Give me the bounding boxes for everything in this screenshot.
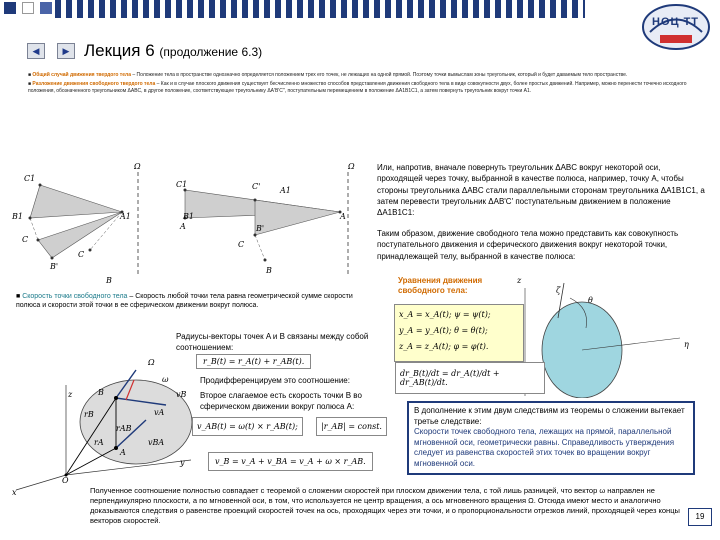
rab-equation: |r_AB| = const. — [316, 417, 387, 436]
page-number: 19 — [688, 508, 712, 526]
label-omega-2: Ω — [348, 162, 355, 171]
label-zeta: ζ — [556, 286, 561, 295]
bottom-text: Полученное соотношение полностью совпадает с теоремой о сложении скоростей при плоском движении тела, с той лишь разницей, что вектор ω направлен не перпендикулярно плоскости, а по мгновенной оси, в том, что используется не центр вращения, а ось мгновенного вращения Ω. Отсюда имеют место и аналогично доказываются следствия о равенстве проекций скоростей точек на ось, проходящих через эти точки, и о пропорциональности отрезков линий, проходящей через концы векторов скоростей. — [90, 486, 680, 525]
label-a1-right: A1 — [280, 186, 291, 195]
label-a-vec: A — [120, 448, 126, 457]
vb-equation: v_B = v_A + v_BA = v_A + ω × r_AB. — [208, 452, 373, 471]
header-square-mid — [40, 2, 52, 14]
label-c-left-2: C — [78, 250, 85, 259]
right-paragraph-1: Или, напротив, вначале повернуть треугольник ΔABC вокруг некоторой оси, проходящей через точку, выбранной в качестве полюса, например, точку A, чтобы стороны треугольника ΔABC стали параллельными сторонам треугольника ΔA1B1C1, а затем перевести треугольник ΔAB'C' поступательным движением в положение ΔA1B1C1: — [377, 163, 705, 218]
label-a-right: A — [340, 212, 346, 221]
header-stripes — [55, 0, 585, 18]
next-slide-button[interactable]: ▶ — [57, 43, 75, 59]
label-c-left: C — [22, 235, 29, 244]
velocity-bullet-head: Скорость точки свободного тела — [22, 293, 128, 300]
logo — [640, 2, 712, 52]
label-a1-left: A1 — [120, 212, 131, 221]
label-b-left: B — [106, 276, 112, 285]
label-omega-1: Ω — [134, 162, 141, 171]
label-b1-left: B1 — [12, 212, 23, 221]
radius-text: Радиусы-векторы точек A и B связаны между собой соотношением: — [176, 332, 369, 352]
bullet-list — [28, 72, 693, 94]
logo-text: НОЦ ТТ — [652, 16, 700, 28]
label-c1-right: C1 — [176, 180, 188, 189]
label-b-vec: B — [98, 388, 104, 397]
label-a-right-small: A — [180, 222, 186, 231]
label-theta: θ — [588, 296, 593, 305]
motion-equations-box — [394, 304, 524, 362]
label-b1-right: B1 — [183, 212, 194, 221]
label-b-right: B — [266, 266, 272, 275]
label-rb: rB — [84, 410, 94, 419]
label-bp-left: B' — [50, 262, 59, 271]
callout-line-1: В дополнение к этим двум следствиям из теоремы о сложении вытекает третье следствие: — [414, 406, 685, 426]
label-c1-left: C1 — [24, 174, 36, 183]
label-x: x — [12, 488, 17, 497]
bullet-item-2: ■ Разложение движения свободного твердого тела – Как и в случае плоского движения существует бесчисленно множество способов представления движения свободного тела в виде совокупности двух, более простых движений. Например, можно перенести точечно исходного положения, обозначенного треугольником ΔABC, в другое положение, соответствующее треугольнику ΔA'B'C'', поступательным перемещением в положение ΔA1B1C1, а затем повернуть треугольник вокруг точки A1. — [28, 81, 687, 94]
label-z: z — [68, 390, 73, 399]
bullet-1-head: Общий случай движения твердого тела — [32, 72, 131, 78]
right-paragraph-2: Таким образом, движение свободного тела можно представить как совокупность поступательного движения и сферического движения вокруг некоторой точки, принадлежащей телу, выбранной в качестве полюса: — [377, 229, 679, 261]
vab-equation: v_AB(t) = ω(t) × r_AB(t); — [192, 417, 303, 436]
label-omega-vec: Ω — [148, 358, 155, 367]
header-square-light — [22, 2, 34, 14]
triangles-diagram — [10, 160, 370, 285]
header-square-blue — [4, 2, 16, 14]
label-ra: rA — [94, 438, 104, 447]
label-vba: vBA — [148, 438, 165, 447]
diff-text: Продифференцируем это соотношение: — [200, 376, 350, 385]
velocity-bullet-body: – Скорость любой точки тела равна геометрической сумме скорости полюса и скорости этой точки в ее сферическом движении вокруг полюса. — [16, 293, 353, 309]
velocity-bullet: ■ Скорость точки свободного тела – Скорость любой точки тела равна геометрической сумме скорости полюса и скорости этой точки в ее сферическом движении вокруг полюса. — [16, 293, 353, 309]
prev-slide-button[interactable]: ◀ — [27, 43, 45, 59]
label-eta: η — [684, 340, 689, 349]
radius-equation: r_B(t) = r_A(t) + r_AB(t). — [196, 354, 311, 369]
label-bp-right: B' — [256, 224, 265, 233]
label-y: y — [180, 458, 185, 467]
motion-eq-3: z_A = z_A(t); φ = φ(t). — [399, 342, 489, 351]
callout-line-2: Скорости точек свободного тела, лежащих на прямой, параллельной мгновенной оси, геометрически равны. Справедливость утверждения следует из равенства скоростей этих точек во вращении вокруг мгновенной оси. — [414, 427, 675, 468]
ellipsoid-diagram — [520, 278, 690, 398]
second-term-text: Второе слагаемое есть скорость точки B во сферическом движении вокруг полюса A: — [200, 391, 362, 411]
bullet-1-body: – Положение тела в пространстве однозначно определяется положением трех его точек, не лежащих на одной прямой. Поэтому точки вымыслам зоны треугольник, который и будет даваемым тело пространстве. — [131, 72, 628, 78]
bullet-2-head: Разложение движения свободного твердого тела — [32, 81, 156, 88]
diff-equation: dr_B(t)/dt = dr_A(t)/dt + dr_AB(t)/dt. — [395, 362, 545, 394]
label-omega-small: ω — [162, 375, 169, 384]
motion-eq-2: y_A = y_A(t); θ = θ(t); — [399, 326, 488, 335]
label-zaxis: z — [517, 276, 522, 285]
motion-title: Уравнения движения свободного тела: — [398, 276, 483, 295]
motion-eq-1: x_A = x_A(t); ψ = ψ(t); — [399, 310, 491, 319]
vector-diagram — [6, 360, 206, 495]
title-sub: (продолжение 6.3) — [159, 45, 263, 59]
label-va: vA — [154, 408, 165, 417]
page-title — [84, 41, 262, 61]
bullet-item-1: ■ Общий случай движения твердого тела – Положение тела в пространстве однозначно определяется положением трех его точек, не лежащих на одной прямой. Поэтому точки вымыслам зоны треугольник, который и будет даваемым тело пространстве. — [28, 72, 628, 78]
label-vb: vB — [176, 390, 187, 399]
label-c-right: C — [238, 240, 245, 249]
title-main: Лекция 6 — [84, 41, 155, 60]
label-o: O — [62, 476, 69, 485]
bullet-2-body: – Как и в случае плоского движения существует бесчисленно множество способов представления движения свободного тела в виде совокупности двух, более простых движений. Например, можно перенести точечно исходного положения, обозначенного треугольником ΔABC, в другое положение, соответствующее треугольнику ΔA'B'C'', поступательным перемещением в положение ΔA1B1C1, а затем повернуть треугольник вокруг точки A1. — [28, 81, 687, 94]
label-cp-right: C' — [252, 182, 261, 191]
callout-box — [407, 401, 695, 475]
label-rab: rAB — [116, 424, 132, 433]
